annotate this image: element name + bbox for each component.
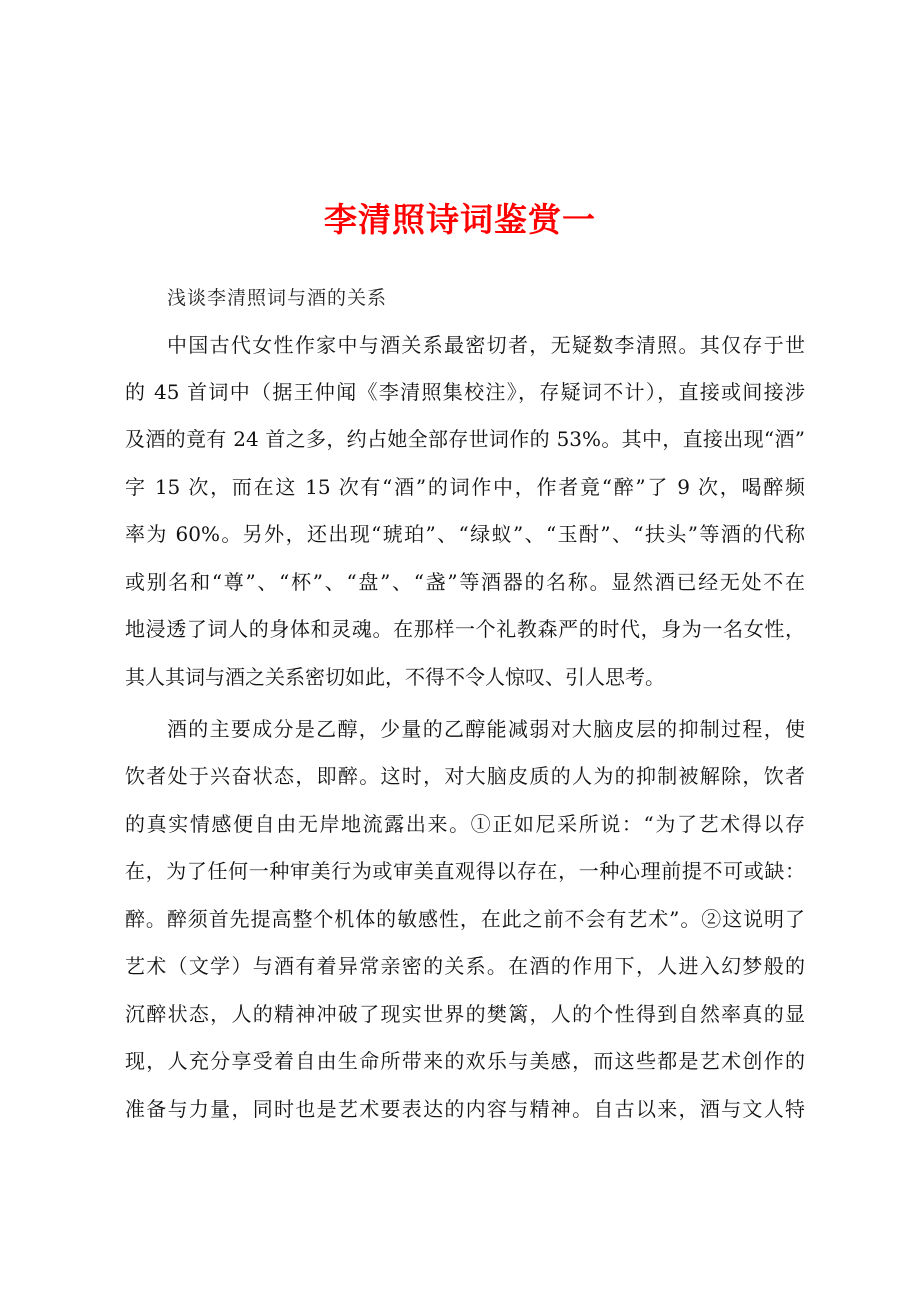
body-line: 艺术（文学）与酒有着异常亲密的关系。在酒的作用下，人进入幻梦般的 [125,954,805,978]
body-line: 其人其词与酒之关系密切如此，不得不令人惊叹、引人思考。 [125,665,665,689]
body-line: 在，为了任何一种审美行为或审美直观得以存在，一种心理前提不可或缺： [125,859,805,883]
body-line: 饮者处于兴奋状态，即醉。这时，对大脑皮质的人为的抑制被解除，饮者 [125,764,805,788]
body-line: 沉醉状态，人的精神冲破了现实世界的樊篱，人的个性得到自然率真的显 [125,1002,805,1026]
body-line: 字 15 次，而在这 15 次有“酒”的词作中，作者竟“醉”了 9 次，喝醉频 [125,475,805,499]
body-line: 酒的主要成分是乙醇，少量的乙醇能减弱对大脑皮层的抑制过程，使 [167,717,805,741]
body-line: 的 45 首词中（据王仲闻《李清照集校注》，存疑词不计），直接或间接涉 [125,380,805,404]
article-subtitle: 浅谈李清照词与酒的关系 [167,287,388,309]
body-line: 及酒的竟有 24 首之多，约占她全部存世词作的 53%。其中，直接出现“酒” [125,427,805,451]
body-line: 地浸透了词人的身体和灵魂。在那样一个礼教森严的时代，身为一名女性， [125,617,805,641]
body-line: 现，人充分享受着自由生命所带来的欢乐与美感，而这些都是艺术创作的 [125,1049,805,1073]
page-title: 李清照诗词鉴赏一 [324,200,596,239]
body-line: 准备与力量，同时也是艺术要表达的内容与精神。自古以来，酒与文人特 [125,1097,805,1121]
body-line: 中国古代女性作家中与酒关系最密切者，无疑数李清照。其仅存于世 [167,333,805,357]
body-line: 或别名和“尊”、“杯”、“盘”、“盏”等酒器的名称。显然酒已经无处不在 [125,570,805,594]
body-line: 率为 60%。另外，还出现“琥珀”、“绿蚁”、“玉酎”、“扶头”等酒的代称 [125,522,805,546]
body-line: 醉。醉须首先提高整个机体的敏感性，在此之前不会有艺术”。②这说明了 [125,907,805,931]
body-line: 的真实情感便自由无岸地流露出来。①正如尼采所说：“为了艺术得以存 [125,812,805,836]
